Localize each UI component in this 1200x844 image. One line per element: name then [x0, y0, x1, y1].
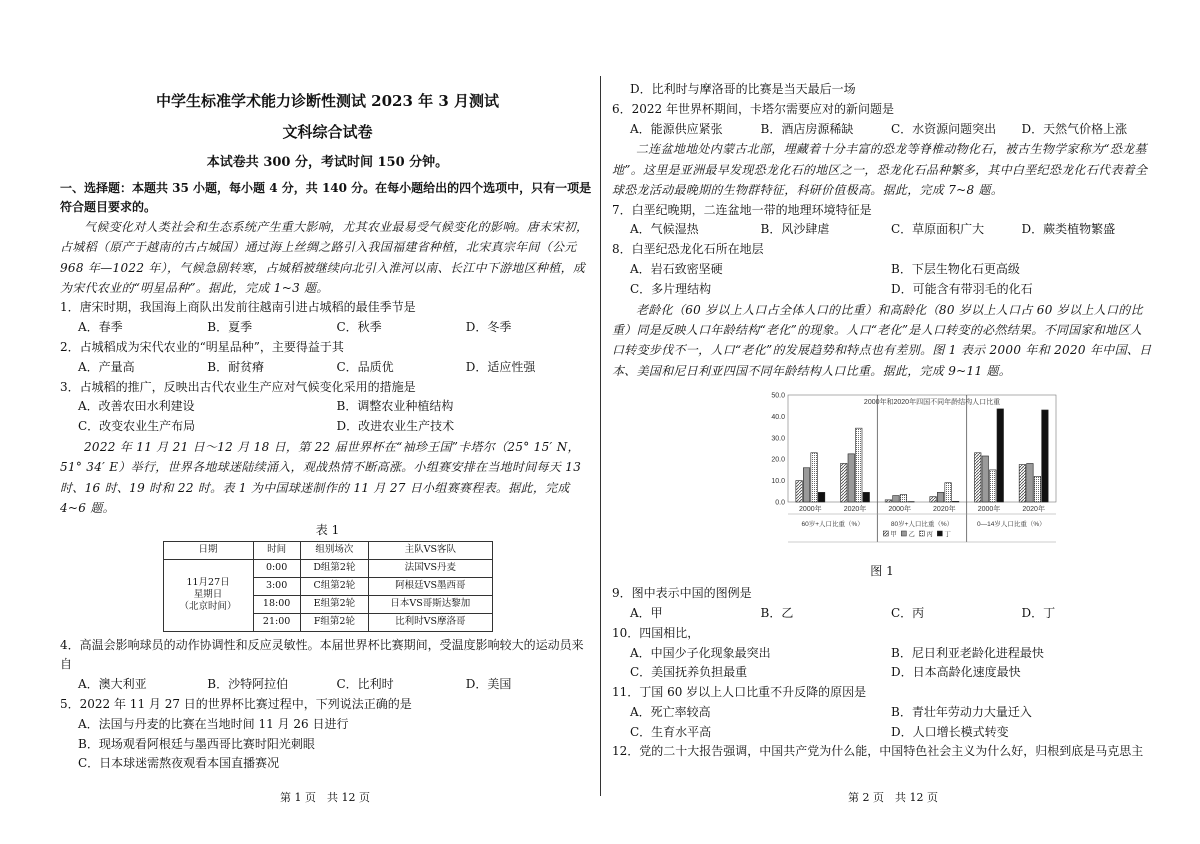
table-header: 主队VS客队 — [369, 541, 492, 559]
bar-丁 — [997, 409, 1004, 502]
table-cell: E组第2轮 — [300, 595, 369, 613]
table-cell: 21:00 — [253, 613, 300, 631]
y-tick-label: 20.0 — [771, 456, 785, 464]
option: C．日本球迷需熬夜观看本国直播赛况 — [78, 756, 280, 771]
table-cell: 比利时VS摩洛哥 — [369, 613, 492, 631]
category-label: 2000年 — [888, 506, 911, 514]
option: D．天然气价格上涨 — [1021, 121, 1128, 136]
score-info: 本试卷共 300 分，考试时间 150 分钟。 — [206, 155, 449, 170]
question-7: 7．白垩纪晚期，二连盆地一带的地理环境特征是 — [612, 202, 872, 217]
question-10-options — [612, 644, 1152, 684]
group-label: 0—14岁人口比重（%） — [977, 521, 1046, 529]
bar-丙 — [990, 470, 997, 502]
page-footer-2: 第 2 页 共 12 页 — [848, 791, 938, 804]
option: C．秋季 — [336, 320, 382, 335]
question-3: 3．占城稻的推广，反映出古代农业生产应对气候变化采用的措施是 — [60, 379, 416, 394]
bar-乙 — [982, 456, 989, 502]
option: D．改进农业生产技术 — [336, 419, 455, 434]
question-7-options — [612, 220, 1152, 240]
page-footer-1: 第 1 页 共 12 页 — [280, 791, 370, 804]
option: D．可能含有带羽毛的化石 — [891, 281, 1033, 296]
y-tick-label: 40.0 — [771, 414, 785, 422]
passage-4: 老龄化（60 岁以上人口占全体人口的比重）和高龄化（80 岁以上人口占 60 岁以上人口的比重）同是反映人口年龄结构“老化”的现象。人口“老化”是人口转变的必然结果。不同国家和地区人口转变步伐不一，人口“老化”的发展趋势和特点也有差别。图 1 表示 2000 年和 2020 年中国、日本、美国和尼日利亚四国不同年龄结构人口比重。据此，完成 9~11 题。 — [612, 302, 1152, 378]
option: D．冬季 — [465, 320, 512, 335]
legend-swatch — [937, 531, 942, 536]
date-line: 11月27日 — [186, 576, 230, 588]
bar-乙 — [937, 492, 944, 502]
question-2: 2．占城稻成为宋代农业的“明星品种”，主要得益于其 — [60, 340, 344, 355]
table-cell: F组第2轮 — [300, 613, 369, 631]
question-6-options — [612, 120, 1152, 140]
table-header: 日期 — [163, 541, 253, 559]
option: A．法国与丹麦的比赛在当地时间 11 月 26 日进行 — [78, 716, 349, 731]
bar-甲 — [930, 497, 937, 502]
table-cell: 阿根廷VS墨西哥 — [369, 577, 492, 595]
plot-frame — [788, 395, 1056, 502]
bar-甲 — [885, 500, 891, 502]
question-11: 11．丁国 60 岁以上人口比重不升反降的原因是 — [612, 685, 867, 700]
table-cell: 法国VS丹麦 — [369, 559, 492, 577]
option: A．澳大利亚 — [78, 677, 147, 692]
group-label: 80岁+人口比重（%） — [890, 521, 954, 529]
bar-丙 — [945, 483, 952, 502]
category-label: 2020年 — [933, 506, 956, 514]
question-10: 10．四国相比， — [612, 625, 700, 640]
option: B．尼日利亚老龄化进程最快 — [891, 645, 1044, 660]
legend-swatch — [883, 531, 888, 536]
table-cell: 18:00 — [253, 595, 300, 613]
schedule-table — [163, 541, 493, 632]
option: D．丁 — [1021, 605, 1056, 620]
figure-caption: 图 1 — [870, 564, 894, 579]
option: D．比利时与摩洛哥的比赛是当天最后一场 — [630, 82, 856, 96]
option: C．改变农业生产布局 — [78, 419, 196, 434]
option: C．美国抚养负担最重 — [630, 665, 748, 680]
table-cell: C组第2轮 — [300, 577, 369, 595]
table-header: 组别场次 — [300, 541, 369, 559]
date-line: （北京时间） — [179, 601, 237, 613]
bar-甲 — [796, 481, 803, 502]
table-cell: 3:00 — [253, 577, 300, 595]
passage-1: 气候变化对人类社会和生态系统产生重大影响，尤其农业最易受气候变化的影响。唐末宋初，占城稻（原产于越南的古占城国）通过海上丝绸之路引入我国福建省种植，北宋真宗年间（公元 968 年—1022 年），气候急剧转寒，占城稻被继续向北引入淮河以南、长江中下游地区种植，成为宋代农业的“明星品种”。据此，完成 1~3 题。 — [60, 219, 589, 296]
bar-乙 — [803, 468, 810, 502]
section-heading: 一、选择题：本题共 35 小题，每小题 4 分，共 140 分。在每小题给出的四个选项中，只有一项是符合题目要求的。 — [60, 180, 592, 214]
option: C．生育水平高 — [630, 724, 712, 739]
question-6: 6．2022 年世界杯期间，卡塔尔需要应对的新问题是 — [612, 101, 894, 116]
option: B．风沙肆虐 — [760, 222, 830, 237]
option: C．品质优 — [336, 359, 394, 374]
table-header-row — [163, 541, 492, 559]
question-12: 12．党的二十大报告强调，中国共产党为什么能，中国特色社会主义为什么好，归根到底是马克思主 — [612, 744, 1144, 759]
option: D．蕨类植物繁盛 — [1021, 222, 1116, 237]
table-cell: 0:00 — [253, 559, 300, 577]
table-header: 时间 — [253, 541, 300, 559]
bar-丁 — [1042, 410, 1049, 502]
population-chart — [760, 385, 1060, 560]
bar-乙 — [848, 454, 855, 502]
option: A．甲 — [630, 605, 663, 620]
legend-label: 甲 — [890, 531, 897, 539]
question-8: 8．白垩纪恐龙化石所在地层 — [612, 242, 764, 257]
option: D．美国 — [465, 677, 512, 692]
passage-2: 2022 年 11 月 21 日～12 月 18 日，第 22 届世界杯在“袖珍王国”卡塔尔（25° 15′ N，51° 34′ E）举行，世界各地球迷陆续涌入，观战热情不断高涨。小组赛安排在当地时间每天 13 时、16 时、19 时和 22 时。表 1 为中国球迷制作的 11 月 27 日小组赛赛程表。据此，完成 4~6 题。 — [60, 440, 582, 516]
option: B．下层生物化石更高级 — [891, 261, 1020, 276]
table-caption: 表 1 — [315, 522, 340, 537]
option: D．日本高龄化速度最快 — [891, 665, 1021, 680]
group-label: 60岁+人口比重（%） — [801, 521, 864, 529]
option: B．青壮年劳动力大量迁入 — [891, 704, 1032, 719]
date-line: 星期日 — [193, 588, 223, 600]
option: B．沙特阿拉伯 — [207, 677, 289, 692]
bar-甲 — [975, 453, 982, 502]
option: B．乙 — [760, 605, 794, 620]
legend-swatch — [919, 531, 924, 536]
option: B．调整农业种植结构 — [336, 399, 454, 414]
question-1-options — [60, 318, 595, 338]
date-cell — [163, 559, 253, 631]
bar-丁 — [863, 492, 870, 502]
option: A．气候湿热 — [630, 222, 699, 237]
option: C．草原面积广大 — [891, 222, 985, 237]
option: A．能源供应紧张 — [630, 121, 723, 136]
bar-乙 — [1027, 464, 1034, 503]
option: B．夏季 — [207, 320, 253, 335]
option: B．耐贫瘠 — [207, 359, 265, 374]
y-tick-label: 30.0 — [771, 435, 785, 443]
bar-丙 — [811, 453, 818, 502]
category-label: 2000年 — [799, 506, 822, 514]
category-label: 2020年 — [1022, 506, 1045, 514]
option: C．多片理结构 — [630, 281, 712, 296]
question-5: 5．2022 年 11 月 27 日的世界杯比赛过程中，下列说法正确的是 — [60, 696, 412, 711]
bar-丙 — [900, 495, 907, 502]
bar-丙 — [856, 428, 863, 502]
table-cell: 日本VS哥斯达黎加 — [369, 595, 492, 613]
table-row — [163, 559, 492, 577]
option: A．死亡率较高 — [630, 704, 711, 719]
option: A．改善农田水利建设 — [78, 399, 195, 414]
option: A．产量高 — [78, 359, 135, 374]
y-tick-label: 10.0 — [771, 478, 785, 486]
question-9-options — [612, 604, 1152, 624]
category-label: 2020年 — [843, 506, 867, 514]
table-cell: D组第2轮 — [300, 559, 369, 577]
question-4-options — [60, 675, 595, 695]
legend-label: 丁 — [944, 531, 951, 539]
option: D．适应性强 — [465, 359, 536, 374]
legend-label: 乙 — [908, 531, 915, 539]
bar-乙 — [893, 496, 900, 502]
right-column — [612, 80, 1152, 762]
option: D．人口增长模式转变 — [891, 724, 1009, 739]
option: C．水资源问题突出 — [891, 121, 997, 136]
question-11-options — [612, 703, 1152, 743]
bar-甲 — [1019, 465, 1026, 502]
bar-丁 — [952, 501, 959, 502]
question-2-options — [60, 358, 595, 378]
option: A．岩石致密坚硬 — [630, 261, 723, 276]
option: A．春季 — [78, 320, 123, 335]
question-9: 9．图中表示中国的图例是 — [612, 586, 752, 601]
question-1: 1．唐宋时期，我国海上商队出发前往越南引进占城稻的最佳季节是 — [60, 300, 416, 315]
legend-swatch — [901, 531, 906, 536]
category-label: 2000年 — [977, 506, 1001, 514]
chart-title: 2000年和2020年四国不同年龄结构人口比重 — [863, 399, 1001, 407]
left-column — [60, 86, 595, 774]
chart-svg — [760, 385, 1060, 555]
legend-label: 丙 — [926, 531, 933, 539]
option: A．中国少子化现象最突出 — [630, 645, 771, 660]
bar-丁 — [818, 492, 825, 502]
column-divider — [600, 76, 601, 796]
question-8-options — [612, 260, 1152, 300]
option: B．现场观看阿根廷与墨西哥比赛时阳光刺眼 — [78, 736, 315, 751]
option: C．丙 — [891, 605, 925, 620]
passage-3: 二连盆地地处内蒙古北部，埋藏着十分丰富的恐龙等脊椎动物化石，被古生物学家称为“恐龙墓地”。这里是亚洲最早发现恐龙化石的地区之一，恐龙化石品种繁多，其中白垩纪恐龙化石代表着全球恐龙活动最晚期的生物群特征，科研价值极高。据此，完成 7~8 题。 — [612, 142, 1148, 198]
y-tick-label: 0.0 — [775, 499, 785, 507]
bar-丙 — [1034, 476, 1041, 502]
option: B．酒店房源稀缺 — [760, 121, 854, 136]
question-3-options — [60, 397, 595, 437]
question-4: 4．高温会影响球员的动作协调性和反应灵敏性。本届世界杯比赛期间，受温度影响较大的运动员来自 — [60, 637, 584, 672]
exam-title: 中学生标准学术能力诊断性测试 2023 年 3 月测试 — [155, 92, 500, 110]
bar-甲 — [841, 464, 848, 503]
exam-subtitle: 文科综合试卷 — [282, 122, 373, 141]
y-tick-label: 50.0 — [771, 392, 785, 400]
option: C．比利时 — [336, 677, 394, 692]
